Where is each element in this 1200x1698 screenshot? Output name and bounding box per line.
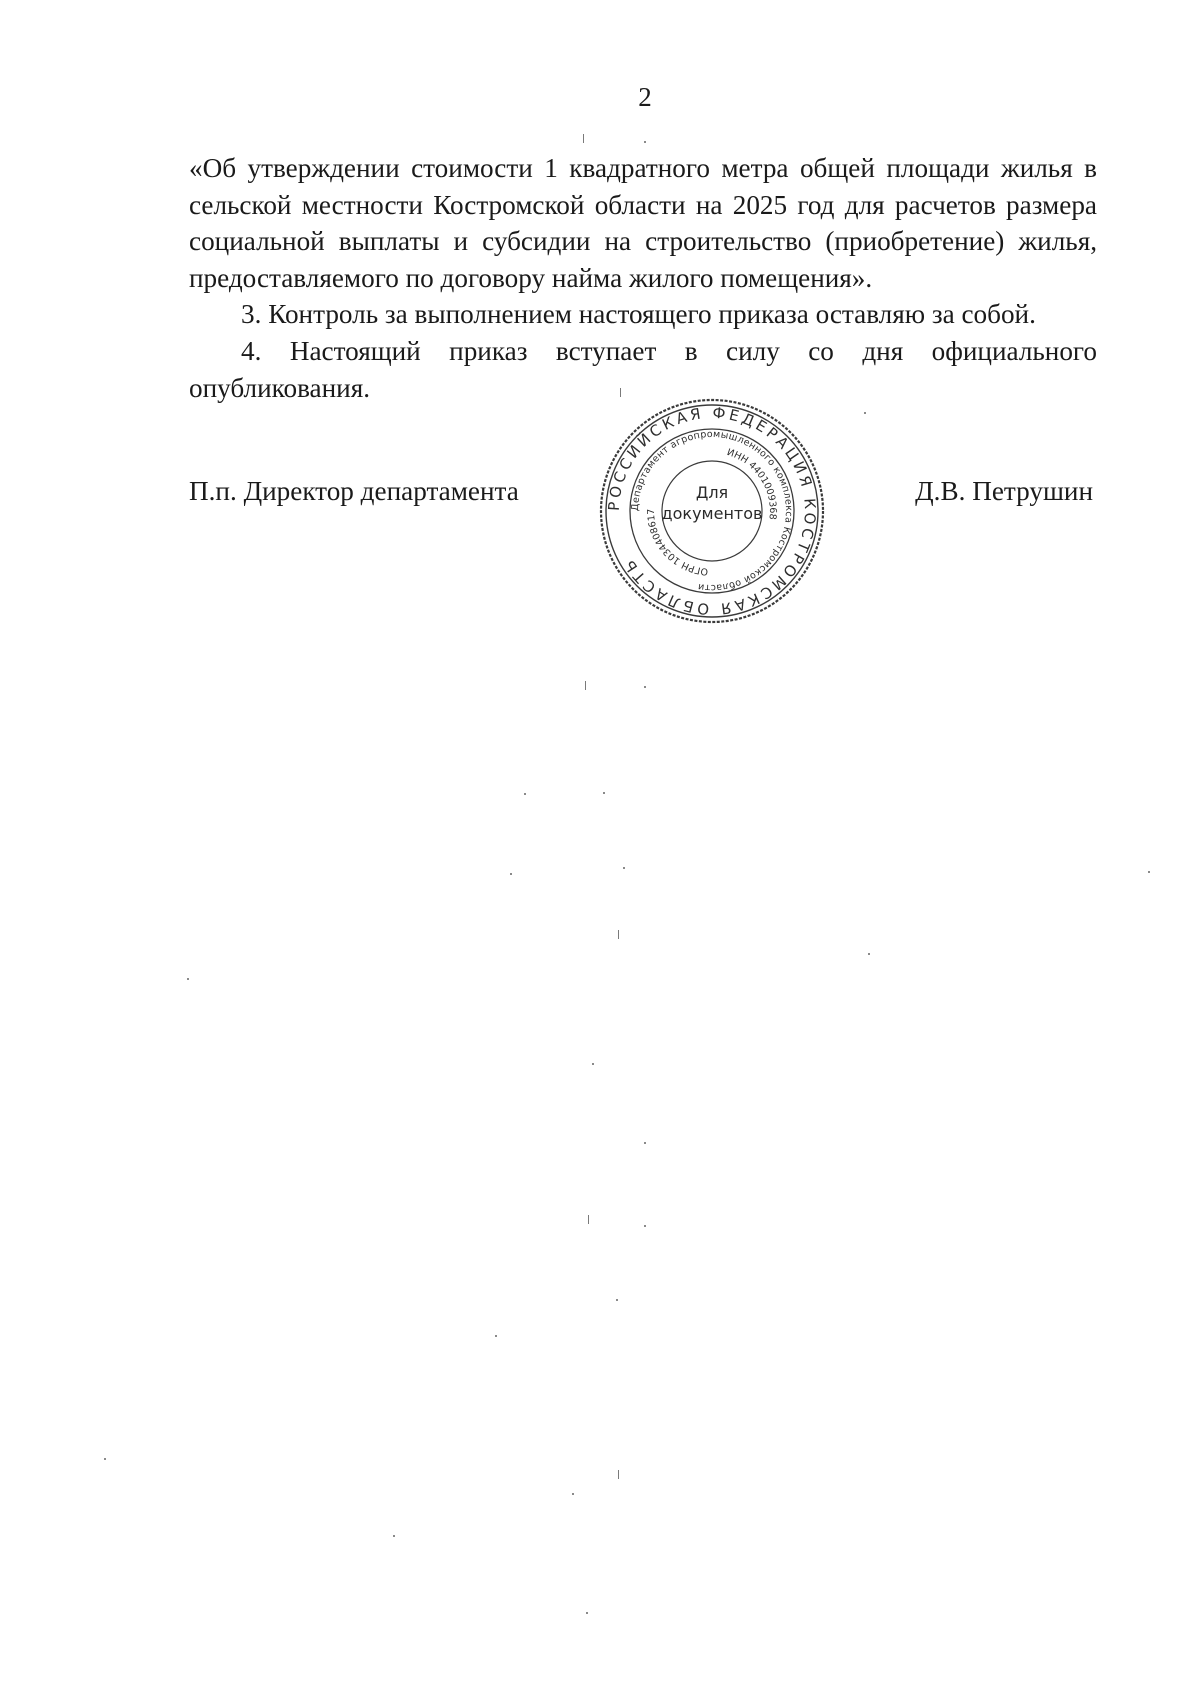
scan-speck <box>618 930 619 939</box>
scan-speck <box>104 1458 106 1460</box>
page-number: 2 <box>638 82 652 112</box>
paragraph-control-clause: 3. Контроль за выполнением настоящего приказа оставляю за собой. <box>241 299 1036 330</box>
seal-center-label <box>597 482 827 524</box>
scan-speck <box>524 793 526 795</box>
seal-center-line1: Для <box>695 483 729 502</box>
scan-speck <box>592 1063 594 1065</box>
seal-outer-text: РОССИЙСКАЯ ФЕДЕРАЦИЯ КОСТРОМСКАЯ ОБЛАСТЬ <box>604 403 820 619</box>
scan-speck <box>644 1142 646 1144</box>
scan-speck <box>586 1612 588 1614</box>
scan-speck <box>623 867 625 869</box>
scan-speck <box>495 1335 497 1337</box>
scan-speck <box>510 873 512 875</box>
scan-speck <box>588 1215 589 1224</box>
seal-inner-text: Департамент агропромышленного комплекса Костромской области <box>629 428 795 594</box>
scan-speck <box>644 686 646 688</box>
scan-speck <box>393 1535 395 1537</box>
document-body <box>189 150 1097 406</box>
seal-inn-text: ИНН 4401009368 <box>725 447 779 521</box>
scan-speck <box>868 953 870 955</box>
scan-speck <box>572 1493 574 1495</box>
scan-speck <box>187 978 189 980</box>
signatory-name: Д.В. Петрушин <box>915 476 1093 506</box>
scan-speck <box>583 134 584 143</box>
scan-speck <box>603 792 605 794</box>
scan-speck <box>1148 871 1150 873</box>
scan-speck <box>644 141 646 143</box>
scan-speck <box>644 1225 646 1227</box>
official-seal <box>597 396 827 626</box>
seal-ogrn-text: ОГРН 1034408617 <box>645 508 709 577</box>
scan-speck <box>585 681 586 690</box>
seal-center-line2: документов <box>661 504 763 523</box>
signatory-position: П.п. Директор департамента <box>189 476 519 506</box>
scan-speck <box>864 412 866 414</box>
scan-speck <box>620 388 621 397</box>
scan-speck <box>616 1299 618 1301</box>
paragraph-effective-clause: 4. Настоящий приказ вступает в силу со дня официального опубликования. <box>189 335 1097 403</box>
scan-speck <box>618 1470 619 1479</box>
paragraph-order-title: «Об утверждении стоимости 1 квадратного метра общей площади жилья в сельской местности Костромской области на 2025 год для расчетов размера социальной выплаты и субсидии на строительство (приобретение) жилья, предоставляемого по договору найма жилого помещения». <box>189 153 1097 293</box>
